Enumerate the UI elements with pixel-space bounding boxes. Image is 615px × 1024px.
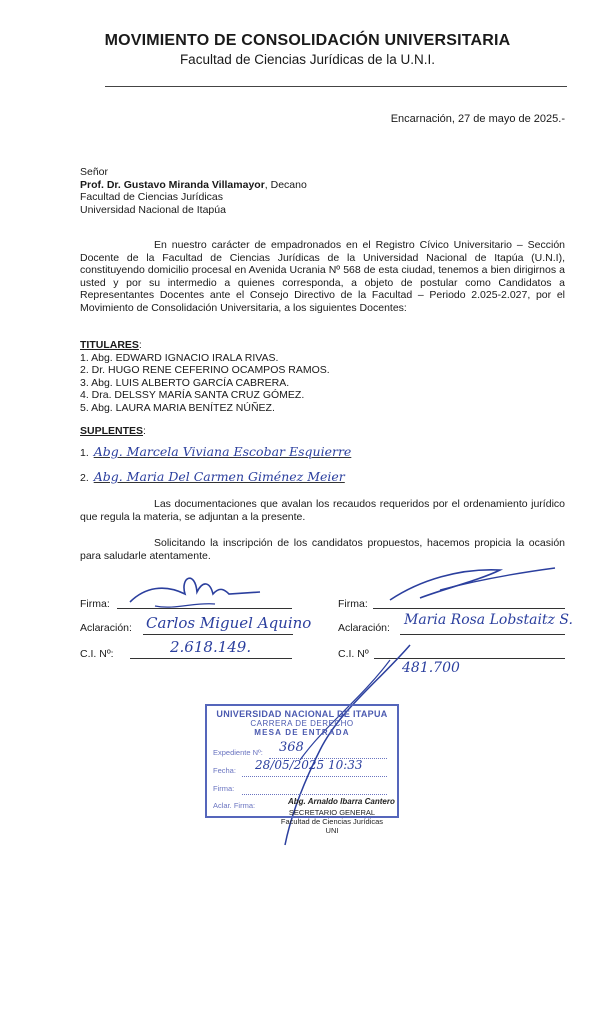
stamp-expediente-label: Expediente Nº: [213,748,263,757]
suplentes-section [80,425,565,438]
titulares-list [80,352,565,415]
left-aclaracion-label: Aclaración: [80,622,132,634]
suplente-handwritten-name: Abg. Maria Del Carmen Giménez Meier [93,469,345,484]
recipient-university: Universidad Nacional de Itapúa [80,203,226,216]
body-paragraph-3: Solicitando la inscripción de los candidatos propuestos, hacemos propicia la ocasión para saludarle atentamente. [80,537,565,562]
stamp-signer-name: Abg. Arnaldo Ibarra Cantero [288,797,395,806]
stamp-firma-line [242,794,387,795]
left-signature-scribble [125,572,265,614]
right-aclaracion-line [400,634,565,635]
body-paragraph-2: Las documentaciones que avalan los recaudos requeridos por el ordenamiento jurídico que regula la materia, se adjuntan a la presente. [80,498,565,523]
stamp-expediente-value: 368 [279,740,304,755]
titulares-colon: : [138,339,142,351]
stamp-career: CARRERA DE DERECHO [250,719,354,728]
right-ci-label: C.I. Nº [338,648,369,660]
stamp-fecha-value: 28/05/2025 10:33 [255,758,363,772]
suplentes-colon: : [143,425,146,437]
titular-item: 3. Abg. LUIS ALBERTO GARCÍA CABRERA. [80,376,290,389]
recipient-name-line [80,179,307,192]
letterhead-divider [105,86,567,87]
stamp-signer-uni: UNI [325,826,339,835]
stamp-fecha-label: Fecha: [213,766,236,775]
recipient-block [80,166,307,216]
body-paragraph-1: En nuestro carácter de empadronados en el Registro Cívico Universitario – Sección Docente de la Facultad de Ciencias Jurídicas de la Universidad Nacional de Itapúa (U.N.I), constituyendo domicilio procesal en Avenida Ucrania Nº 568 de esta ciudad, tenemos a bien dirigirnos a usted y por su intermedio a quienes corresponda, a objeto de postular como Candidatos a Representantes Docentes ante el Consejo Directivo de la Facultad – Periodo 2.025-2.027, por el Movimiento de Consolidación Universitaria, a los siguientes Docentes: [80,239,565,314]
left-ci-value: 2.618.149. [170,638,252,656]
left-aclaracion-line [143,634,293,635]
titulares-heading: TITULARES [80,339,139,351]
titular-item: 5. Abg. LAURA MARIA BENÍTEZ NÚÑEZ. [80,401,275,414]
stamp-firma-label: Firma: [213,784,235,793]
titular-item: 4. Dra. DELSSY MARÍA SANTA CRUZ GÓMEZ. [80,389,305,401]
left-aclaracion-value: Carlos Miguel Aquino [146,614,312,632]
date-line: Encarnación, 27 de mayo de 2025.- [390,113,565,125]
titular-item: 2. Dr. HUGO RENE CEFERINO OCAMPOS RAMOS. [80,364,330,376]
stamp-signer-title: SECRETARIO GENERAL [288,808,376,817]
right-firma-label: Firma: [338,598,368,610]
recipient-faculty: Facultad de Ciencias Jurídicas [80,191,223,203]
stamp-signer-org: Facultad de Ciencias Jurídicas [280,817,384,826]
suplente-number: 1. [80,447,89,459]
recipient-salutation: Señor [80,166,109,178]
suplente-item [80,444,351,459]
recipient-name: Prof. Dr. Gustavo Miranda Villamayor [80,178,265,191]
suplentes-heading: SUPLENTES [80,425,144,437]
stamp-office: MESA DE ENTRADA [254,728,350,737]
letterhead-subtitle: Facultad de Ciencias Jurídicas de la U.N.I. [179,52,436,67]
suplentes-heading-line [80,425,565,438]
right-aclaracion-label: Aclaración: [338,622,390,634]
stamp-university: UNIVERSIDAD NACIONAL DE ITAPUA [216,709,388,719]
titulares-section [80,339,565,414]
right-aclaracion-value: Maria Rosa Lobstaitz S. [404,612,573,628]
titular-item: 1. Abg. EDWARD IGNACIO IRALA RIVAS. [80,351,279,364]
suplente-number: 2. [80,472,89,484]
recipient-role: , Decano [264,178,307,191]
suplente-handwritten-name: Abg. Marcela Viviana Escobar Esquierre [93,444,352,459]
right-signature-scribble [380,560,560,610]
left-firma-label: Firma: [80,598,110,610]
left-ci-label: C.I. Nº: [80,648,114,660]
stamp-aclar-label: Aclar. Firma: [213,801,256,810]
suplente-item [80,469,345,484]
stamp-fecha-line [242,776,387,777]
titulares-heading-line [80,339,565,352]
right-ci-value: 481.700 [402,660,460,676]
letterhead-title: MOVIMIENTO DE CONSOLIDACIÓN UNIVERSITARIA [104,32,511,49]
